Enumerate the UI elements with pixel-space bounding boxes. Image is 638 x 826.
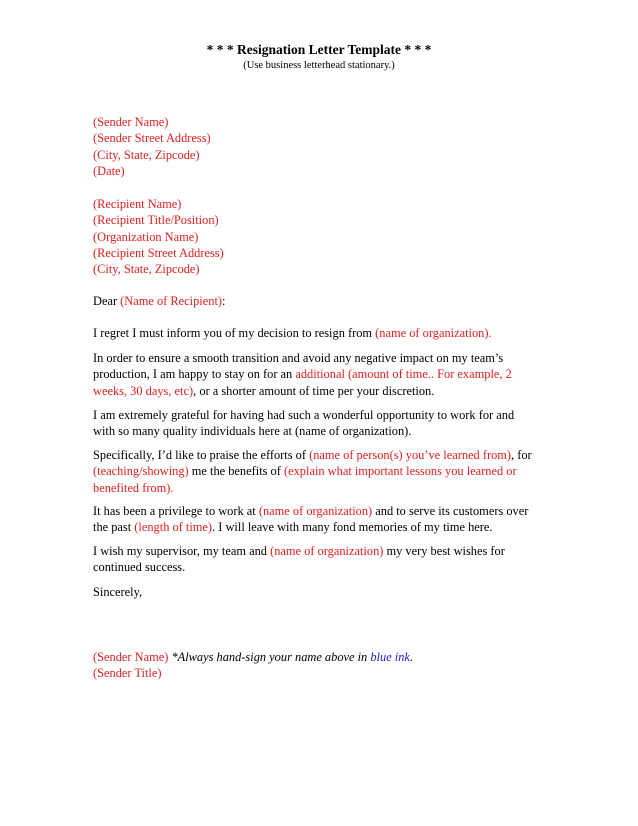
para4-line2-placeholder-b: (explain what important lessons you learned or xyxy=(283,464,517,479)
signature-note-blue-ink: blue ink xyxy=(370,650,410,664)
para5-line2-placeholder: (length of time) xyxy=(134,520,213,535)
para4-line1-text: Specifically, I’d like to praise the efforts of xyxy=(93,448,310,462)
para5-line2-end: . I will leave with many fond memories of my time here. xyxy=(212,520,493,535)
closing-text: Sincerely, xyxy=(93,585,143,599)
para1-text: I regret I must inform you of my decision to resign from xyxy=(93,326,376,340)
signature-note: *Always hand-sign your name above in xyxy=(168,650,371,664)
sender-address-block xyxy=(93,114,553,179)
para2-line2-text: production, I am happy to stay on for an xyxy=(93,367,296,382)
paragraph-praise xyxy=(93,447,553,496)
signature-name: (Sender Name) xyxy=(93,650,169,664)
para4-line3-end: . xyxy=(170,480,174,495)
salutation xyxy=(93,293,553,309)
salutation-recipient: (Name of Recipient) xyxy=(120,294,223,308)
para5-line1-placeholder: (name of organization) xyxy=(258,504,373,518)
para3-line2: with so many quality individuals here at (name of organization). xyxy=(93,424,412,439)
page-subtitle: (Use business letterhead stationary.) xyxy=(243,60,395,71)
para1-organization: (name of organization) xyxy=(375,326,489,340)
para6-line1-placeholder: (name of organization) xyxy=(270,544,384,558)
paragraph-privilege xyxy=(93,503,553,536)
signature-note-end: . xyxy=(409,650,414,664)
signature-block xyxy=(93,649,553,682)
paragraph-transition xyxy=(93,350,553,399)
signature-title: (Sender Title) xyxy=(93,666,162,681)
para5-line1-end: and to serve its customers over xyxy=(372,504,529,518)
para3-line1: I am extremely grateful for having had such a wonderful opportunity to work for and xyxy=(93,408,515,422)
recipient-address-block xyxy=(93,196,553,277)
salutation-suffix: : xyxy=(222,294,226,308)
recipient-street: (Recipient Street Address) xyxy=(93,245,224,260)
para2-line2-placeholder: additional (amount of time.. For example, 2 xyxy=(295,367,512,382)
salutation-prefix: Dear xyxy=(93,294,121,308)
recipient-city: (City, State, Zipcode) xyxy=(93,262,200,277)
paragraph-resignation xyxy=(93,325,553,341)
closing xyxy=(93,584,553,600)
para2-line3-text: , or a shorter amount of time per your discretion. xyxy=(193,383,435,398)
para1-end: . xyxy=(488,326,492,340)
sender-name: (Sender Name) xyxy=(93,115,169,129)
sender-city: (City, State, Zipcode) xyxy=(93,147,200,162)
recipient-name: (Recipient Name) xyxy=(93,197,182,211)
recipient-title: (Recipient Title/Position) xyxy=(93,213,219,228)
para4-line2-placeholder-a: (teaching/showing) xyxy=(93,464,189,479)
paragraph-best-wishes xyxy=(93,543,553,576)
page-title: * * * Resignation Letter Template * * * xyxy=(206,42,432,57)
para5-line2-text: the past xyxy=(93,520,135,535)
para2-line3-placeholder: weeks, 30 days, etc) xyxy=(93,383,194,398)
paragraph-gratitude xyxy=(93,407,553,440)
para4-line3-placeholder: benefited from) xyxy=(93,480,171,495)
letter-date: (Date) xyxy=(93,163,125,178)
para4-line2-text: me the benefits of xyxy=(188,464,284,479)
para4-line1-placeholder: (name of person(s) you’ve learned from) xyxy=(309,448,512,462)
para6-line1-end: my very best wishes for xyxy=(383,544,505,558)
para6-line1-text: I wish my supervisor, my team and xyxy=(93,544,271,558)
recipient-organization: (Organization Name) xyxy=(93,229,199,244)
sender-street: (Sender Street Address) xyxy=(93,131,211,146)
para2-line1: In order to ensure a smooth transition and avoid any negative impact on my team’s xyxy=(93,351,504,365)
para4-line1-end: , for xyxy=(511,448,532,462)
para6-line2: continued success. xyxy=(93,560,186,575)
para5-line1-text: It has been a privilege to work at xyxy=(93,504,259,518)
